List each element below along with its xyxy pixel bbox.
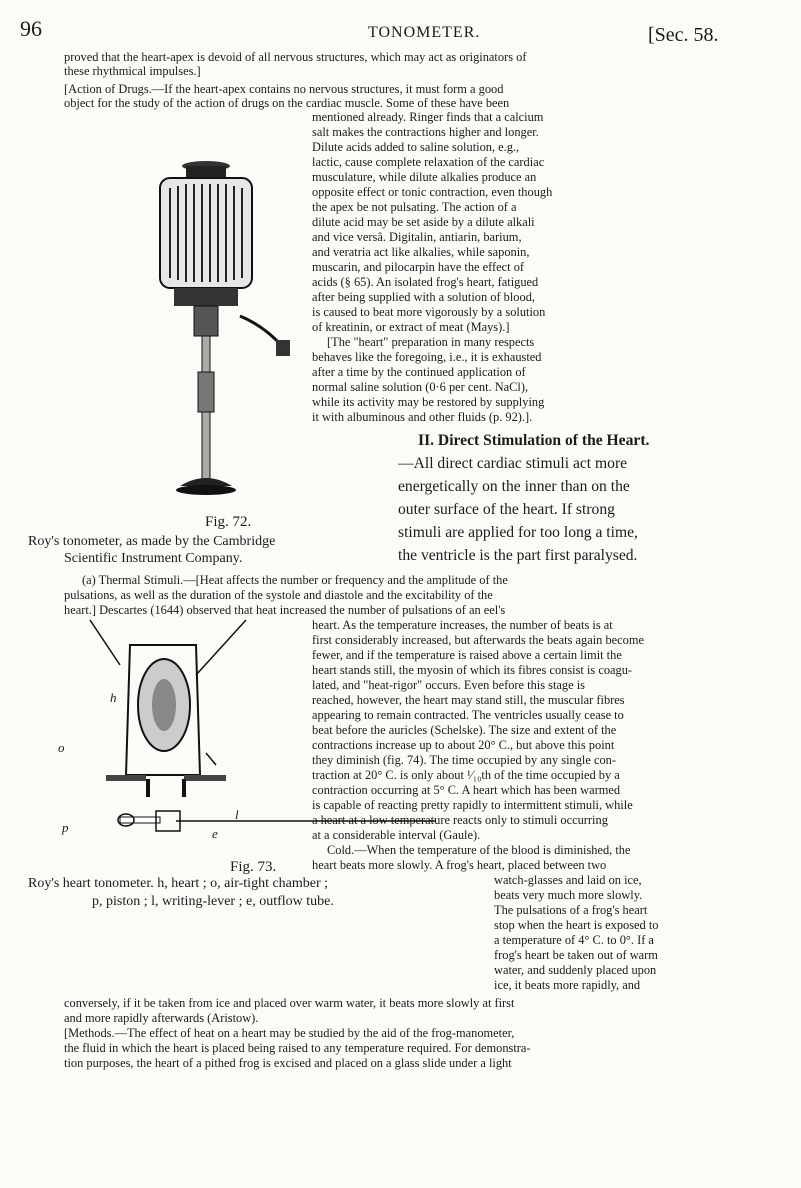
text-line: they diminish (fig. 74). The time occupied by any single con- bbox=[312, 753, 616, 767]
text-line: heart stands still, the myosin of which its fibres consist is coagu- bbox=[312, 663, 633, 677]
text-line: while its activity may be restored by supplying bbox=[312, 395, 545, 409]
page-number: 96 bbox=[20, 16, 42, 41]
text-line: heart.] Descartes (1644) observed that heat increased the number of pulsations of an eel's bbox=[64, 603, 506, 617]
letter-o: o bbox=[58, 740, 65, 755]
text-line: [The "heart" preparation in many respects bbox=[327, 335, 535, 349]
text-line: dilute acid may be set aside by a dilute alkali bbox=[312, 215, 535, 229]
text-line: traction at 20° C. is only about ¹⁄₁₀th of the time occupied by a bbox=[312, 768, 620, 782]
text-line: acids (§ 65). An isolated frog's heart, fatigued bbox=[312, 275, 539, 289]
text-line: beat before the auricles (Schelske). The size and extent of the bbox=[312, 723, 617, 737]
text-line: reached, however, the heart may stand still, the muscular fibres bbox=[312, 693, 625, 707]
running-title: TONOMETER. bbox=[368, 24, 481, 41]
text-line: normal saline solution (0·6 per cent. NaCl), bbox=[312, 380, 529, 394]
text-line: salt makes the contractions higher and longer. bbox=[312, 125, 539, 139]
letter-h: h bbox=[110, 690, 117, 705]
text-line: these rhythmical impulses.] bbox=[64, 64, 201, 78]
text-line: frog's heart be taken out of warm bbox=[494, 948, 658, 962]
figure-72-caption: Scientific Instrument Company. bbox=[64, 551, 243, 566]
text-line: [Methods.—The effect of heat on a heart may be studied by the aid of the frog-manometer, bbox=[64, 1026, 515, 1040]
text-line: ice, it beats more rapidly, and bbox=[494, 978, 641, 992]
text-line: mentioned already. Ringer finds that a calcium bbox=[312, 110, 544, 124]
tonometer-illustration bbox=[140, 110, 300, 510]
text-line: Dilute acids added to saline solution, e.g., bbox=[312, 140, 520, 154]
text-line: first considerably increased, but afterwards the beats again become bbox=[312, 633, 645, 647]
text-line: muscarin, and pilocarpin have the effect of bbox=[312, 260, 525, 274]
letter-l: l bbox=[235, 807, 239, 822]
text-line: and veratria act like alkalies, while saponin, bbox=[312, 245, 530, 259]
text-line: lactic, cause complete relaxation of the cardiac bbox=[312, 155, 545, 169]
text-line: tion purposes, the heart of a pithed frog is excised and placed on a glass slide under a light bbox=[64, 1056, 512, 1070]
text-line: after being supplied with a solution of blood, bbox=[312, 290, 535, 304]
figure-72-caption: Roy's tonometer, as made by the Cambridge bbox=[28, 534, 276, 549]
text-line: conversely, if it be taken from ice and placed over warm water, it beats more slowly at first bbox=[64, 996, 515, 1010]
figure-73-caption: p, piston ; l, writing-lever ; e, outflow tube. bbox=[92, 894, 334, 909]
figure-73-caption: Roy's heart tonometer. h, heart ; o, air-tight chamber ; bbox=[28, 876, 329, 891]
text-line: contractions increase up to about 20° C., but above this point bbox=[312, 738, 615, 752]
text-line: a heart at a low temperature reacts only to stimuli occurring bbox=[312, 813, 608, 827]
text-line: is caused to beat more vigorously by a solution bbox=[312, 305, 546, 319]
heart-tonometer-illustration bbox=[56, 615, 496, 835]
text-line: of kreatinin, or extract of meat (Mays).] bbox=[312, 320, 510, 334]
text-line: is capable of reacting pretty rapidly to intermittent stimuli, while bbox=[312, 798, 633, 812]
text-line: it with albuminous and other fluids (p. 92).]. bbox=[312, 410, 533, 424]
text-line: [Action of Drugs.—If the heart-apex contains no nervous structures, it must form a good bbox=[64, 82, 504, 96]
figure-72-label: Fig. 72. bbox=[205, 514, 252, 530]
section-heading: II. Direct Stimulation of the Heart. bbox=[418, 432, 650, 449]
text-line: behaves like the foregoing, i.e., it is exhausted bbox=[312, 350, 542, 364]
text-line: beats very much more slowly. bbox=[494, 888, 643, 902]
text-line: contraction occurring at 5° C. A heart which has been warmed bbox=[312, 783, 621, 797]
letter-p: p bbox=[62, 820, 69, 835]
text-line: pulsations, as well as the duration of the systole and diastole and the excitability of the bbox=[64, 588, 493, 602]
text-line: lated, and "heat-rigor" occurs. Even before this stage is bbox=[312, 678, 585, 692]
letter-e: e bbox=[212, 826, 218, 841]
text-line: The pulsations of a frog's heart bbox=[494, 903, 648, 917]
text-line: a temperature of 4° C. to 0°. If a bbox=[494, 933, 654, 947]
text-line: object for the study of the action of drugs on the cardiac muscle. Some of these have been bbox=[64, 96, 510, 110]
figure-73-label: Fig. 73. bbox=[230, 859, 277, 875]
section-marker: [Sec. 58. bbox=[648, 24, 719, 46]
text-line: heart. As the temperature increases, the number of beats is at bbox=[312, 618, 613, 632]
text-line: stop when the heart is exposed to bbox=[494, 918, 659, 932]
text-line: energetically on the inner than on the bbox=[398, 478, 630, 495]
text-line: opposite effect or tonic contraction, even though bbox=[312, 185, 553, 199]
text-line: stimuli are applied for too long a time, bbox=[398, 524, 638, 541]
text-line: (a) Thermal Stimuli.—[Heat affects the number or frequency and the amplitude of the bbox=[82, 573, 508, 587]
text-line: the fluid in which the heart is placed being raised to any temperature required. For demonstra- bbox=[64, 1041, 531, 1055]
text-line: watch-glasses and laid on ice, bbox=[494, 873, 642, 887]
text-line: heart beats more slowly. A frog's heart, placed between two bbox=[312, 858, 607, 872]
text-line: and vice versâ. Digitalin, antiarin, barium, bbox=[312, 230, 522, 244]
text-line: fewer, and if the temperature is raised above a certain limit the bbox=[312, 648, 622, 662]
text-line: at a considerable interval (Gaule). bbox=[312, 828, 481, 842]
text-line: —All direct cardiac stimuli act more bbox=[398, 455, 628, 472]
text-line: outer surface of the heart. If strong bbox=[398, 501, 615, 518]
text-line: appearing to remain contracted. The ventricles usually cease to bbox=[312, 708, 624, 722]
text-line: the ventricle is the part first paralysed. bbox=[398, 547, 638, 564]
text-line: the apex be not pulsating. The action of a bbox=[312, 200, 517, 214]
text-line: and more rapidly afterwards (Aristow). bbox=[64, 1011, 259, 1025]
text-line: musculature, while dilute alkalies produce an bbox=[312, 170, 537, 184]
text-line: Cold.—When the temperature of the blood is diminished, the bbox=[327, 843, 631, 857]
text-line: after a time by the continued application of bbox=[312, 365, 526, 379]
text-line: proved that the heart-apex is devoid of all nervous structures, which may act as originators of bbox=[64, 50, 527, 64]
text-line: water, and suddenly placed upon bbox=[494, 963, 657, 977]
